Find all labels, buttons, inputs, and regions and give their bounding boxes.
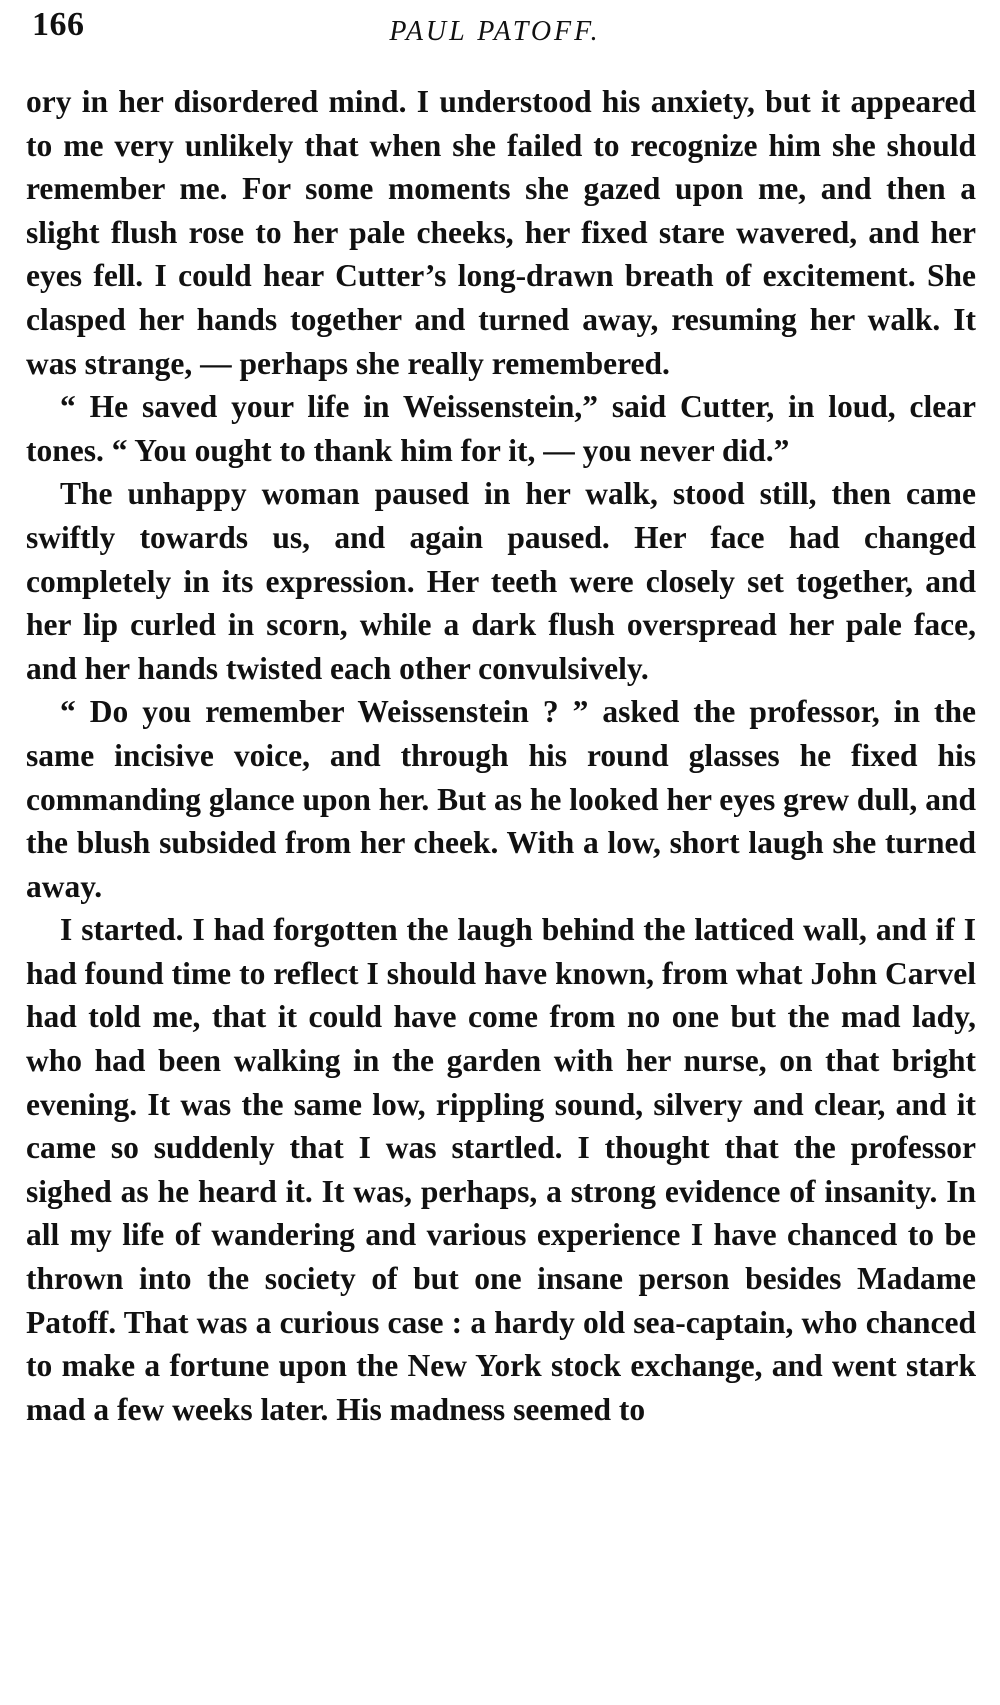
page-number: 166 (32, 6, 85, 43)
paragraph-4: “ Do you remember Weissenstein ? ” asked the professor, in the same incisive voice, and through his round glasses he fixed his commanding glance upon her. But as he looked her eyes grew dull, and the blush subsided from her cheek. With a low, short laugh she turned away. (26, 694, 976, 904)
paragraph-1: ory in her disordered mind. I understood his anxiety, but it appeared to me very unlikely that when she failed to recognize him she should remember me. For some moments she gazed upon me, and then a slight flush rose to her pale cheeks, her fixed stare wavered, and her eyes fell. I could hear Cutter’s long-drawn breath of excitement. She clasped her hands together and turned away, resuming her walk. It was strange, — perhaps she really remembered. (26, 84, 976, 381)
body-text (26, 80, 976, 1431)
running-head: PAUL PATOFF. (389, 16, 601, 47)
page-header (22, 0, 968, 60)
paragraph-3: The unhappy woman paused in her walk, stood still, then came swiftly towards us, and again paused. Her face had changed completely in its expression. Her teeth were closely set together, and her lip curled in scorn, while a dark flush overspread her pale face, and her hands twisted each other convulsively. (26, 476, 976, 686)
paragraph-2: “ He saved your life in Weissenstein,” said Cutter, in loud, clear tones. “ You ought to thank him for it, — you never did.” (26, 389, 976, 468)
paragraph-5: I started. I had forgotten the laugh behind the latticed wall, and if I had found time to reflect I should have known, from what John Carvel had told me, that it could have come from no one but the mad lady, who had been walking in the garden with her nurse, on that bright evening. It was the same low, rippling sound, silvery and clear, and it came so suddenly that I was startled. I thought that the professor sighed as he heard it. It was, perhaps, a strong evidence of insanity. In all my life of wandering and various experience I have chanced to be thrown into the society of but one insane person besides Madame Patoff. That was a curious case : a hardy old sea-captain, who chanced to make a fortune upon the New York stock exchange, and went stark mad a few weeks later. His madness seemed to (26, 912, 976, 1427)
